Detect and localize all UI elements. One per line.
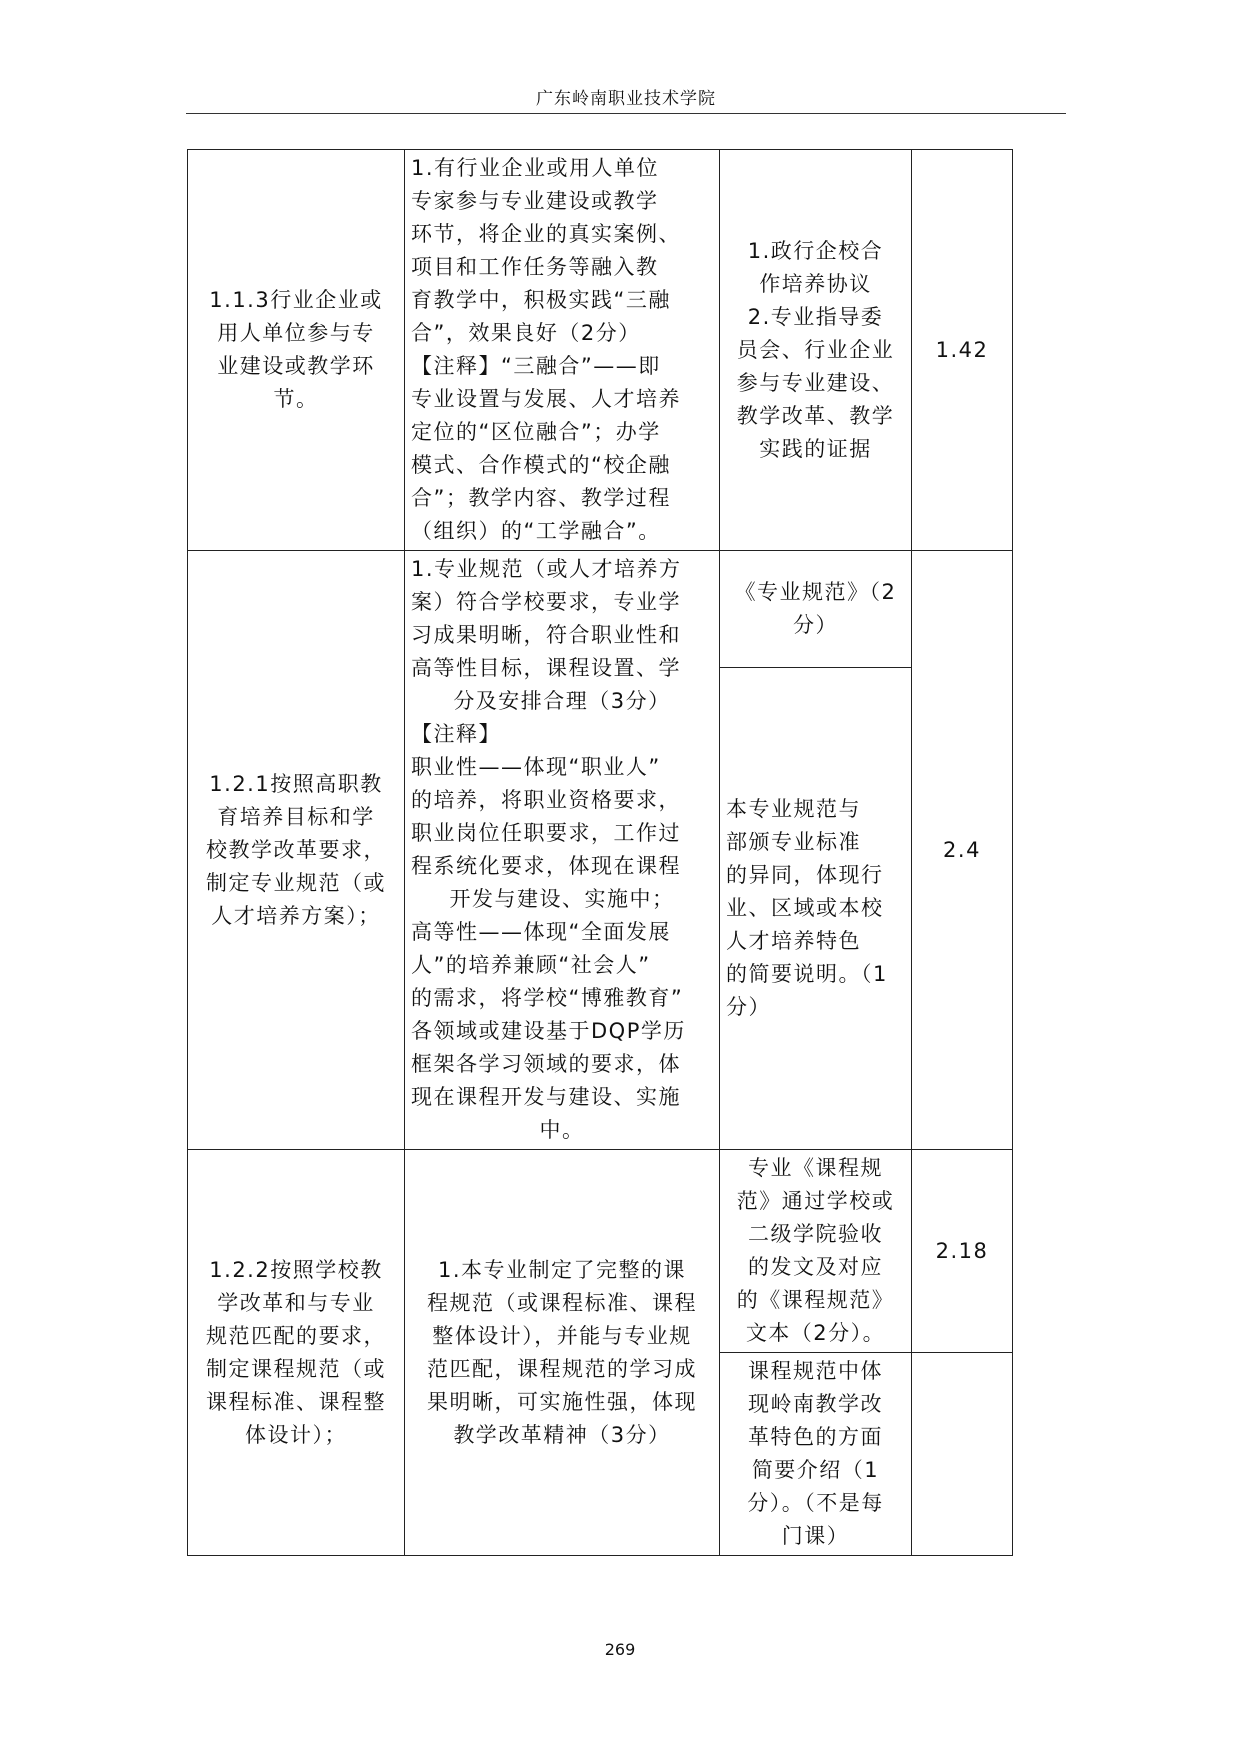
standard-line: 程系统化要求，体现在课程 [411,854,681,878]
indicator-line: 校教学改革要求， [206,837,386,862]
score-cell: 1.42 [912,150,1013,551]
standard-line: 案）符合学校要求，专业学 [411,590,681,614]
standard-line: 的需求，将学校“博雅教育” [411,986,684,1010]
standard-cell [405,551,720,1150]
evidence-line: 的异同，体现行 [726,862,884,887]
table-row [188,551,1013,668]
evidence-line: 门课） [781,1524,850,1548]
indicator-line: 人才培养方案）； [211,903,381,928]
standard-line: （组织）的“工学融合”。 [411,519,661,543]
standard-line: 【注释】“三融合”——即 [411,354,661,378]
page-number: 269 [604,1640,636,1659]
evidence-line: 分） [726,994,771,1019]
standard-line: 专业设置与发展、人才培养 [411,387,681,411]
standard-line: 教学改革精神（3分） [453,1422,671,1447]
indicator-line: 业建设或教学环 [217,354,375,378]
standard-line: 整体设计），并能与专业规 [432,1323,692,1348]
standard-line: 职业岗位任职要求，工作过 [411,821,681,845]
score-cell-empty [912,1353,1013,1556]
page-header-title: 广东岭南职业技术学院 [536,89,716,109]
indicator-line: 1.2.2按照学校教 [209,1257,383,1282]
indicator-cell [188,150,405,551]
standard-line: 合”；教学内容、教学过程 [411,486,671,510]
indicator-line: 规范匹配的要求， [206,1323,386,1348]
standard-line: 合”，效果良好（2分） [411,321,641,345]
standard-line: 定位的“区位融合”；办学 [411,420,661,444]
standard-line: 的培养，将职业资格要求， [411,788,681,812]
table-row [188,1150,1013,1353]
evidence-line: 革特色的方面 [748,1425,883,1449]
standard-line: 范匹配，课程规范的学习成 [427,1356,697,1381]
evidence-cell [720,667,912,1149]
evidence-line: 作培养协议 [759,271,872,296]
score-cell: 2.4 [912,551,1013,1150]
standard-line: 环节，将企业的真实案例、 [411,222,681,246]
indicator-line: 节。 [273,387,319,411]
standard-line: 各领域或建设基于DQP学历 [411,1019,686,1043]
standard-line: 1.有行业企业或用人单位 [411,156,660,180]
evidence-line: 简要介绍（1 [751,1458,880,1482]
indicator-line: 体设计）； [245,1422,347,1447]
evidence-line: 专业《课程规 [748,1156,883,1180]
evidence-line: 本专业规范与 [726,796,861,821]
standard-line: 高等性——体现“全面发展 [411,920,671,944]
standard-line: 高等性目标，课程设置、学 [411,656,681,680]
standard-line: 专家参与专业建设或教学 [411,189,659,213]
evidence-line: 的《课程规范》 [736,1288,895,1312]
evidence-line: 《专业规范》（2 [734,579,897,604]
evidence-line: 的发文及对应 [748,1255,883,1279]
evaluation-table [187,149,1013,1556]
standard-cell [405,1150,720,1556]
indicator-line: 课程标准、课程整 [206,1389,386,1414]
evidence-cell [720,1353,912,1556]
evidence-line: 分）。（不是每 [747,1491,884,1515]
standard-line: 程规范（或课程标准、课程 [427,1290,697,1315]
evidence-cell [720,551,912,668]
evidence-line: 业、区域或本校 [726,895,884,920]
standard-line: 分及安排合理（3分） [453,689,671,713]
evidence-line: 2.专业指导委 [747,304,884,329]
evidence-line: 人才培养特色 [726,928,861,953]
standard-line: 模式、合作模式的“校企融 [411,453,671,477]
standard-line: 人”的培养兼顾“社会人” [411,953,651,977]
indicator-line: 1.2.1按照高职教 [209,771,383,796]
standard-cell [405,150,720,551]
indicator-cell [188,551,405,1150]
evidence-line: 范》通过学校或 [736,1189,895,1213]
evidence-line: 分） [793,612,838,637]
standard-line: 职业性——体现“职业人” [411,755,661,779]
indicator-line: 1.1.3行业企业或 [209,288,383,312]
evidence-line: 参与专业建设、 [736,370,895,395]
indicator-line: 学改革和与专业 [217,1290,375,1315]
standard-line: 习成果明晰，符合职业性和 [411,623,681,647]
evidence-line: 的简要说明。（1 [726,961,888,986]
standard-line: 框架各学习领域的要求，体 [411,1052,681,1076]
evidence-line: 1.政行企校合 [747,238,884,263]
indicator-line: 育培养目标和学 [217,804,375,829]
standard-line: 果明晰，可实施性强，体现 [427,1389,697,1414]
score-cell: 2.18 [912,1150,1013,1353]
header-divider [186,113,1066,114]
evidence-cell [720,1150,912,1353]
evidence-cell [720,150,912,551]
indicator-line: 用人单位参与专 [217,321,375,345]
standard-line: 开发与建设、实施中； [449,887,675,911]
evidence-line: 现岭南教学改 [748,1392,883,1416]
evidence-line: 部颁专业标准 [726,829,861,854]
standard-line: 1.专业规范（或人才培养方 [411,557,682,581]
indicator-line: 制定课程规范（或 [206,1356,386,1381]
evidence-line: 实践的证据 [759,436,872,461]
evidence-line: 文本（2分）。 [745,1321,886,1345]
standard-line: 现在课程开发与建设、实施 [411,1085,681,1109]
evidence-line: 教学改革、教学 [736,403,895,428]
indicator-cell [188,1150,405,1556]
standard-line: 【注释】 [411,722,501,746]
evidence-line: 课程规范中体 [748,1359,883,1383]
indicator-line: 制定专业规范（或 [206,870,386,895]
standard-line: 中。 [539,1118,585,1142]
standard-line: 1.本专业制定了完整的课 [437,1257,687,1282]
table-row [188,150,1013,551]
standard-line: 育教学中，积极实践“三融 [411,288,671,312]
evidence-line: 员会、行业企业 [736,337,895,362]
evidence-line: 二级学院验收 [748,1222,883,1246]
standard-line: 项目和工作任务等融入教 [411,255,659,279]
